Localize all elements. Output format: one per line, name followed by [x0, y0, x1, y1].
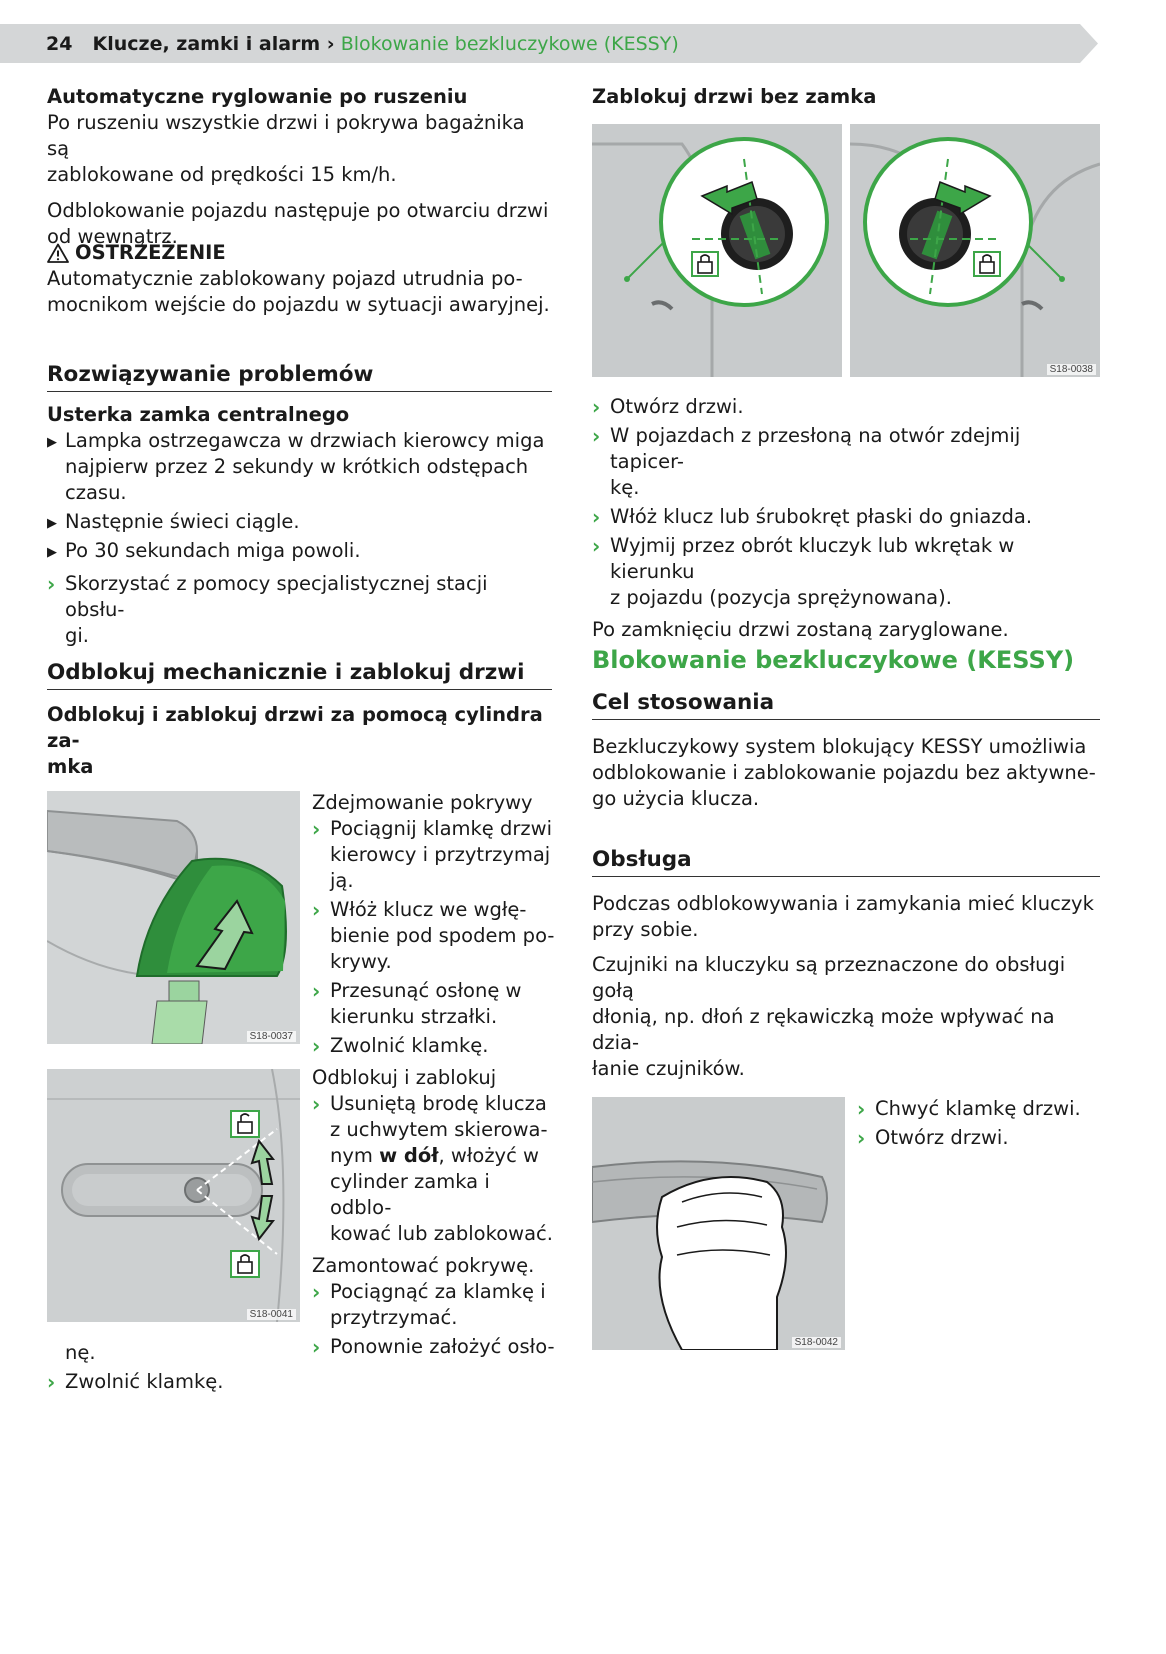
purpose-heading: Cel stosowania	[592, 689, 1100, 720]
warning-title: OSTRZEŻENIE	[75, 241, 226, 264]
lock-without-steps	[592, 394, 1100, 643]
kessy-block	[592, 645, 1100, 1120]
action-step: › Skorzystać z pomocy specjalistycznej stacji obsłu- gi.	[47, 572, 488, 647]
action-step: › Usuniętą brodę klucza z uchwytem skierowa- nym w dół, włożyć w cylinder zamka i odblo- kować lub zablokować.	[312, 1092, 553, 1245]
purpose-text: go użycia klucza.	[592, 787, 760, 810]
after-lock-text: Po zamknięciu drzwi zostaną zaryglowane.	[592, 618, 1009, 641]
action-step: › Ponownie założyć osło-	[312, 1335, 555, 1359]
list-item: ▶ Po 30 sekundach miga powoli.	[47, 538, 552, 564]
mechanical-heading: Odblokuj mechanicznie i zablokuj drzwi	[47, 659, 552, 690]
cover-removal-illustration	[47, 791, 300, 1044]
action-step: › W pojazdach z przesłoną na otwór zdejmij tapicer- kę.	[592, 424, 1021, 499]
door-lock-illustration	[592, 124, 1100, 377]
chevron-right-icon: ›	[47, 1370, 56, 1394]
operation-heading: Obsługa	[592, 846, 1100, 877]
chevron-right-icon: ›	[592, 424, 601, 448]
figure-code: S18-0037	[247, 1031, 296, 1042]
action-step: › Zwolnić klamkę.	[312, 1034, 489, 1058]
header-subsection: Blokowanie bezkluczykowe (KESSY)	[340, 33, 679, 55]
figure-code: S18-0038	[1047, 364, 1096, 375]
triangle-bullet-icon: ▶	[47, 435, 57, 450]
triangle-bullet-icon: ▶	[47, 516, 57, 531]
operation-text: dłonią, np. dłoń z rękawiczką może wpływać na dzia-	[592, 1005, 1055, 1054]
warning-icon	[47, 243, 69, 263]
lock-without-heading-block	[592, 84, 1100, 110]
action-step: › Pociągnąć za klamkę i przytrzymać.	[312, 1280, 546, 1329]
auto-lock-text: Po ruszeniu wszystkie drzwi i pokrywa bagażnika są	[47, 111, 525, 160]
cover-steps-block	[312, 790, 557, 1360]
chevron-right-icon: ›	[592, 534, 601, 558]
chevron-right-icon: ›	[592, 505, 601, 529]
cylinder-subheading: Odblokuj i zablokuj drzwi za pomocą cylindra za-	[47, 703, 543, 752]
troubleshooting-heading: Rozwiązywanie problemów	[47, 361, 552, 392]
running-header	[46, 31, 679, 57]
chevron-right-icon: ›	[857, 1097, 866, 1121]
action-step: › Włóż klucz lub śrubokręt płaski do gniazda.	[592, 505, 1033, 529]
auto-lock-text: od wewnątrz.	[47, 225, 178, 248]
warning-text: Automatycznie zablokowany pojazd utrudnia po-	[47, 267, 523, 290]
hand-on-handle-illustration	[592, 1097, 845, 1350]
action-step: › Wyjmij przez obrót kluczyk lub wkrętak w kierunku z pojazdu (pozycja sprężynowana).	[592, 534, 1015, 609]
triangle-bullet-icon: ▶	[47, 545, 57, 560]
operation-text: Czujniki na kluczyku są przeznaczone do obsługi gołą	[592, 953, 1066, 1002]
chevron-right-icon: ›	[312, 1280, 321, 1304]
cylinder-subheading: mka	[47, 755, 94, 778]
figure-grab-handle	[592, 1097, 845, 1350]
kessy-unlock-steps	[857, 1096, 1102, 1151]
chevron-right-icon: ›	[312, 817, 321, 841]
list-item: ▶ Lampka ostrzegawcza w drzwiach kierowcy miga najpierw przez 2 sekundy w krótkich odstępach czasu.	[47, 429, 545, 504]
operation-text: Podczas odblokowywania i zamykania mieć kluczyk	[592, 892, 1094, 915]
warning-text: mocnikom wejście do pojazdu w sytuacji awaryjnej.	[47, 293, 550, 316]
action-step: › Otwórz drzwi.	[592, 395, 744, 419]
page-number: 24	[46, 33, 73, 55]
action-step: › Zwolnić klamkę.	[47, 1370, 224, 1394]
operation-text: przy sobie.	[592, 918, 699, 941]
unlock-label: Odblokuj i zablokuj	[312, 1066, 497, 1089]
action-step: › Przesunąć osłonę w kierunku strzałki.	[312, 979, 522, 1028]
lock-cylinder-illustration	[47, 1069, 300, 1322]
action-step: › Chwyć klamkę drzwi.	[857, 1097, 1081, 1121]
figure-remove-cover	[47, 791, 300, 1044]
auto-lock-block	[47, 84, 552, 250]
mount-label: Zamontować pokrywę.	[312, 1254, 535, 1277]
chevron-right-icon: ›	[857, 1126, 866, 1150]
warning-heading	[47, 240, 552, 266]
purpose-text: odblokowanie i zablokowanie pojazdu bez aktywne-	[592, 761, 1096, 784]
chevron-right-icon: ›	[312, 1092, 321, 1116]
header-section: Klucze, zamki i alarm ›	[92, 33, 335, 55]
central-lock-fault-heading: Usterka zamka centralnego	[47, 403, 350, 426]
mechanical-block	[47, 659, 552, 780]
list-item: ▶ Następnie świeci ciągle.	[47, 509, 552, 535]
figure-code: S18-0042	[792, 1337, 841, 1348]
action-step: › Otwórz drzwi.	[857, 1126, 1009, 1150]
step-continuation: nę.	[65, 1341, 96, 1364]
continuation-block	[47, 1340, 552, 1395]
chevron-right-icon: ›	[312, 979, 321, 1003]
chevron-right-icon: ›	[312, 1034, 321, 1058]
action-step: › Włóż klucz we wgłę- bienie pod spodem po- krywy.	[312, 898, 555, 973]
figure-code: S18-0041	[247, 1309, 296, 1320]
auto-lock-text: Odblokowanie pojazdu następuje po otwarciu drzwi	[47, 199, 549, 222]
troubleshooting-block	[47, 361, 552, 649]
kessy-title: Blokowanie bezkluczykowe (KESSY)	[592, 646, 1075, 674]
lock-without-heading: Zablokuj drzwi bez zamka	[592, 85, 877, 108]
action-step: › Pociągnij klamkę drzwi kierowcy i przytrzymaj ją.	[312, 817, 552, 892]
remove-cover-label: Zdejmowanie pokrywy	[312, 791, 533, 814]
figure-lock-cylinder	[47, 1069, 300, 1322]
chevron-right-icon: ›	[47, 572, 56, 596]
purpose-text: Bezkluczykowy system blokujący KESSY umożliwia	[592, 735, 1087, 758]
operation-text: łanie czujników.	[592, 1057, 745, 1080]
chevron-right-icon: ›	[312, 1335, 321, 1359]
chevron-right-icon: ›	[592, 395, 601, 419]
auto-lock-heading: Automatyczne ryglowanie po ruszeniu	[47, 85, 468, 108]
figure-lock-without-key	[592, 124, 1100, 377]
chevron-right-icon: ›	[312, 898, 321, 922]
warning-block	[47, 240, 552, 318]
auto-lock-text: zablokowane od prędkości 15 km/h.	[47, 163, 397, 186]
